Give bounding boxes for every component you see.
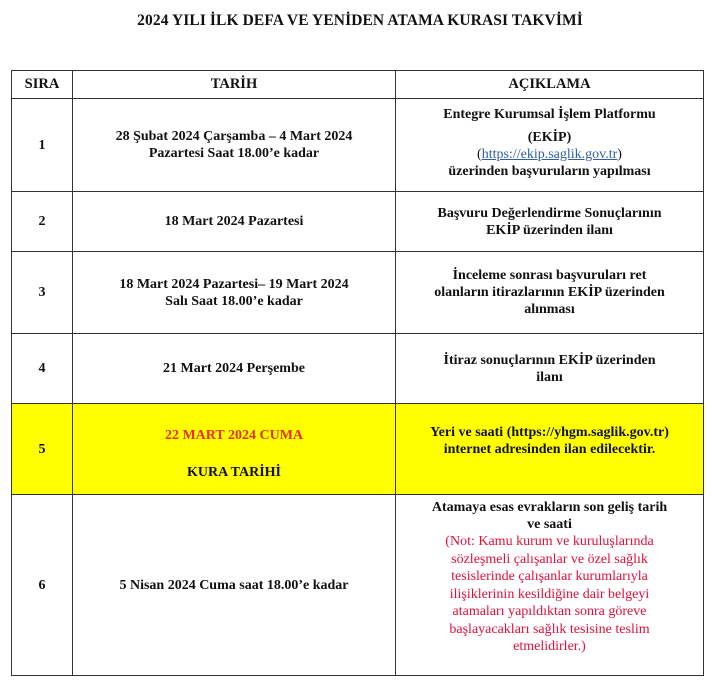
row-date	[73, 192, 396, 252]
description-line: Atamaya esas evrakların son geliş tarih	[431, 500, 668, 515]
row-number: 4	[12, 334, 73, 404]
document-title: 2024 YILI İLK DEFA VE YENİDEN ATAMA KURASI TAKVİMİ	[137, 12, 583, 29]
row-description	[396, 334, 704, 404]
link-line	[402, 146, 697, 163]
row-description	[396, 495, 704, 676]
row-date	[73, 404, 396, 495]
note-line: başlayacakları sağlık tesisine teslim	[449, 621, 650, 637]
table-row	[12, 334, 704, 404]
row-number: 2	[12, 192, 73, 252]
description-line: ve saati	[527, 517, 572, 532]
row-date	[73, 495, 396, 676]
table-header-row	[12, 71, 704, 99]
table-row	[12, 252, 704, 334]
row-description	[396, 192, 704, 252]
row-date	[73, 334, 396, 404]
description-line: internet adresinden ilan edilecektir.	[443, 442, 656, 457]
row-description	[396, 99, 704, 192]
schedule-table	[11, 70, 704, 676]
row-description	[396, 404, 704, 495]
description-line: Başvuru Değerlendirme Sonuçlarının	[437, 205, 662, 221]
description-line: ilanı	[536, 369, 563, 385]
table-row-highlighted	[12, 404, 704, 495]
note-line: (Not: Kamu kurum ve kuruluşlarında	[445, 534, 654, 549]
table-row	[12, 192, 704, 252]
kura-label: KURA TARİHİ	[186, 465, 281, 480]
date-line: 28 Şubat 2024 Çarşamba – 4 Mart 2024	[115, 129, 353, 144]
row-date	[73, 252, 396, 334]
description-line: Entegre Kurumsal İşlem Platformu	[443, 107, 656, 122]
date-line: 5 Nisan 2024 Cuma saat 18.00’e kadar	[119, 577, 349, 593]
date-line: Pazartesi Saat 18.00’e kadar	[148, 146, 320, 161]
description-line: Yeri ve saati (https://yhgm.saglik.gov.tr)	[430, 425, 669, 440]
row-description	[396, 252, 704, 334]
date-line: 18 Mart 2024 Pazartesi– 19 Mart 2024	[119, 276, 349, 292]
description-line: olanların itirazlarının EKİP üzerinden	[434, 285, 665, 300]
table-row	[12, 99, 704, 192]
row-number: 5	[12, 404, 73, 495]
date-line: Salı Saat 18.00’e kadar	[165, 293, 303, 309]
row-number: 6	[12, 495, 73, 676]
note-line: ilişiklerinin kesildiğine dair belgeyi	[449, 586, 650, 602]
date-line: 18 Mart 2024 Pazartesi	[164, 214, 304, 229]
kura-date: 22 MART 2024 CUMA	[164, 428, 304, 443]
header-sira: SIRA	[12, 71, 73, 99]
row-number: 3	[12, 252, 73, 334]
description-line: EKİP üzerinden ilanı	[486, 222, 613, 238]
date-line: 21 Mart 2024 Perşembe	[163, 361, 305, 376]
description-line: alınması	[524, 302, 575, 317]
row-date	[73, 99, 396, 192]
note-line: atamaları yapıldıktan sonra göreve	[452, 604, 647, 619]
description-line: İtiraz sonuçlarının EKİP üzerinden	[443, 352, 656, 368]
header-aciklama: AÇIKLAMA	[396, 71, 704, 99]
description-line: (EKİP)	[527, 130, 572, 145]
row-number: 1	[12, 99, 73, 192]
header-tarih: TARİH	[73, 71, 396, 99]
description-line: İnceleme sonrası başvuruları ret	[452, 268, 647, 283]
paren-open: (	[477, 147, 482, 162]
note-line: tesislerinde çalışanlar kurumlarıyla	[451, 569, 648, 584]
table-row	[12, 495, 704, 676]
description-line: üzerinden başvuruların yapılması	[448, 164, 651, 179]
note-line: etmelidirler.)	[513, 639, 586, 654]
paren-close: )	[617, 147, 622, 162]
note-line: sözleşmeli çalışanlar ve özel sağlık	[451, 551, 648, 567]
ekip-link[interactable]: https://ekip.saglik.gov.tr	[481, 147, 618, 162]
